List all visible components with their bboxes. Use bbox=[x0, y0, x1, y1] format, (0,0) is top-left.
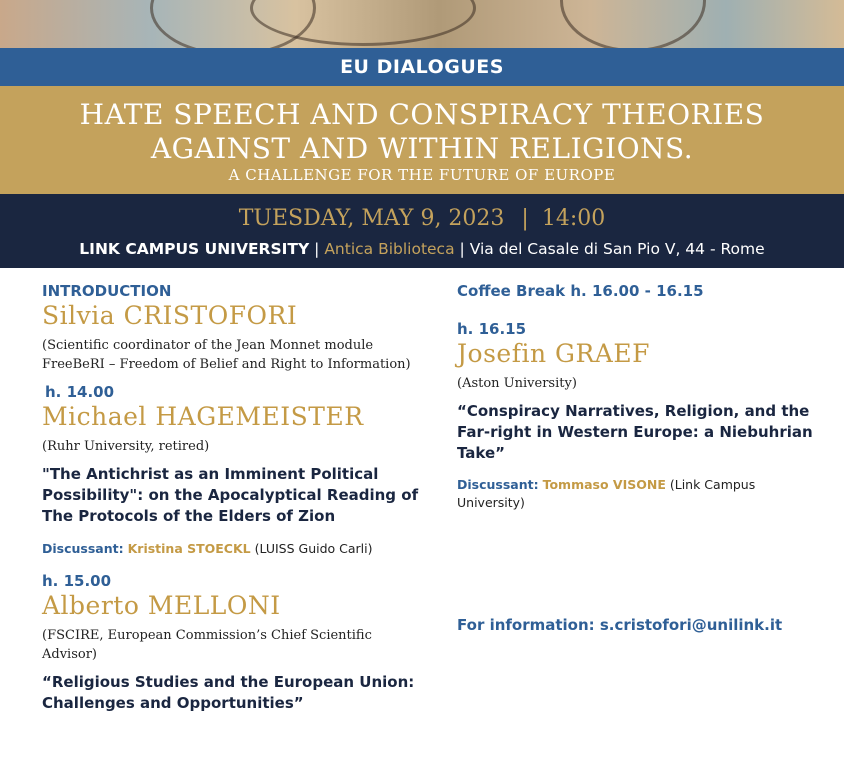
contact-info: For information: s.cristofori@unilink.it bbox=[457, 616, 783, 634]
session-3-speaker: Josefin GRAEF bbox=[457, 339, 650, 368]
event-time: 14:00 bbox=[541, 206, 606, 231]
event-title-line-1: HATE SPEECH AND CONSPIRACY THEORIES bbox=[79, 98, 765, 131]
intro-affiliation: (Scientific coordinator of the Jean Monnet module FreeBeRI – Freedom of Belief and Right to Information) bbox=[42, 338, 411, 372]
intro-speaker: Silvia CRISTOFORI bbox=[42, 301, 298, 330]
coffee-break: Coffee Break h. 16.00 - 16.15 bbox=[457, 282, 704, 300]
title-banner bbox=[0, 86, 844, 194]
venue-address: Via del Casale di San Pio V, 44 - Rome bbox=[469, 240, 765, 258]
date-venue-banner bbox=[0, 194, 844, 268]
date-separator: | bbox=[521, 206, 529, 231]
date-time-line bbox=[0, 205, 844, 233]
session-3-affiliation: (Aston University) bbox=[457, 376, 577, 391]
session-1-affiliation: (Ruhr University, retired) bbox=[42, 439, 210, 454]
venue-line bbox=[0, 239, 844, 259]
artwork-decoration bbox=[560, 0, 706, 48]
event-date: TUESDAY, MAY 9, 2023 bbox=[238, 206, 505, 231]
venue-separator: | bbox=[314, 240, 320, 258]
discussant-affiliation: (Link Campus University) bbox=[457, 477, 756, 510]
session-3-discussant bbox=[457, 476, 817, 512]
discussant-name: Tommaso VISONE bbox=[542, 477, 666, 492]
session-1-talk-title: "The Antichrist as an Imminent Political Possibility": on the Apocalyptical Reading of The Protocols of the Elders of Zion bbox=[42, 465, 419, 525]
session-2-time: h. 15.00 bbox=[42, 572, 112, 590]
discussant-label: Discussant: bbox=[457, 477, 539, 492]
session-3-time: h. 16.15 bbox=[457, 320, 527, 338]
venue-separator: | bbox=[459, 240, 465, 258]
session-3-talk-title: “Conspiracy Narratives, Religion, and the Far-right in Western Europe: a Niebuhrian Take” bbox=[457, 402, 813, 462]
event-title-line-2: AGAINST AND WITHIN RELIGIONS. bbox=[150, 132, 694, 165]
venue-room: Antica Biblioteca bbox=[324, 240, 455, 258]
event-subtitle: A CHALLENGE FOR THE FUTURE OF EUROPE bbox=[228, 166, 616, 184]
session-2-speaker: Alberto MELLONI bbox=[42, 591, 281, 620]
discussant-name: Kristina STOECKL bbox=[127, 541, 251, 556]
session-1-time: h. 14.00 bbox=[45, 383, 115, 401]
program-left-column bbox=[42, 282, 422, 714]
series-banner bbox=[0, 48, 844, 86]
intro-label: INTRODUCTION bbox=[42, 282, 172, 300]
discussant-affiliation: (LUISS Guido Carli) bbox=[254, 541, 373, 556]
session-2-talk-title: “Religious Studies and the European Union: Challenges and Opportunities” bbox=[42, 673, 415, 712]
session-1-discussant bbox=[42, 540, 422, 558]
header-artwork bbox=[0, 0, 844, 48]
program-right-column bbox=[457, 282, 817, 634]
session-1-speaker: Michael HAGEMEISTER bbox=[42, 402, 364, 431]
series-title: EU DIALOGUES bbox=[340, 56, 504, 78]
discussant-label: Discussant: bbox=[42, 541, 124, 556]
venue-name: LINK CAMPUS UNIVERSITY bbox=[79, 240, 310, 258]
session-2-affiliation: (FSCIRE, European Commission’s Chief Scientific Advisor) bbox=[42, 628, 372, 662]
